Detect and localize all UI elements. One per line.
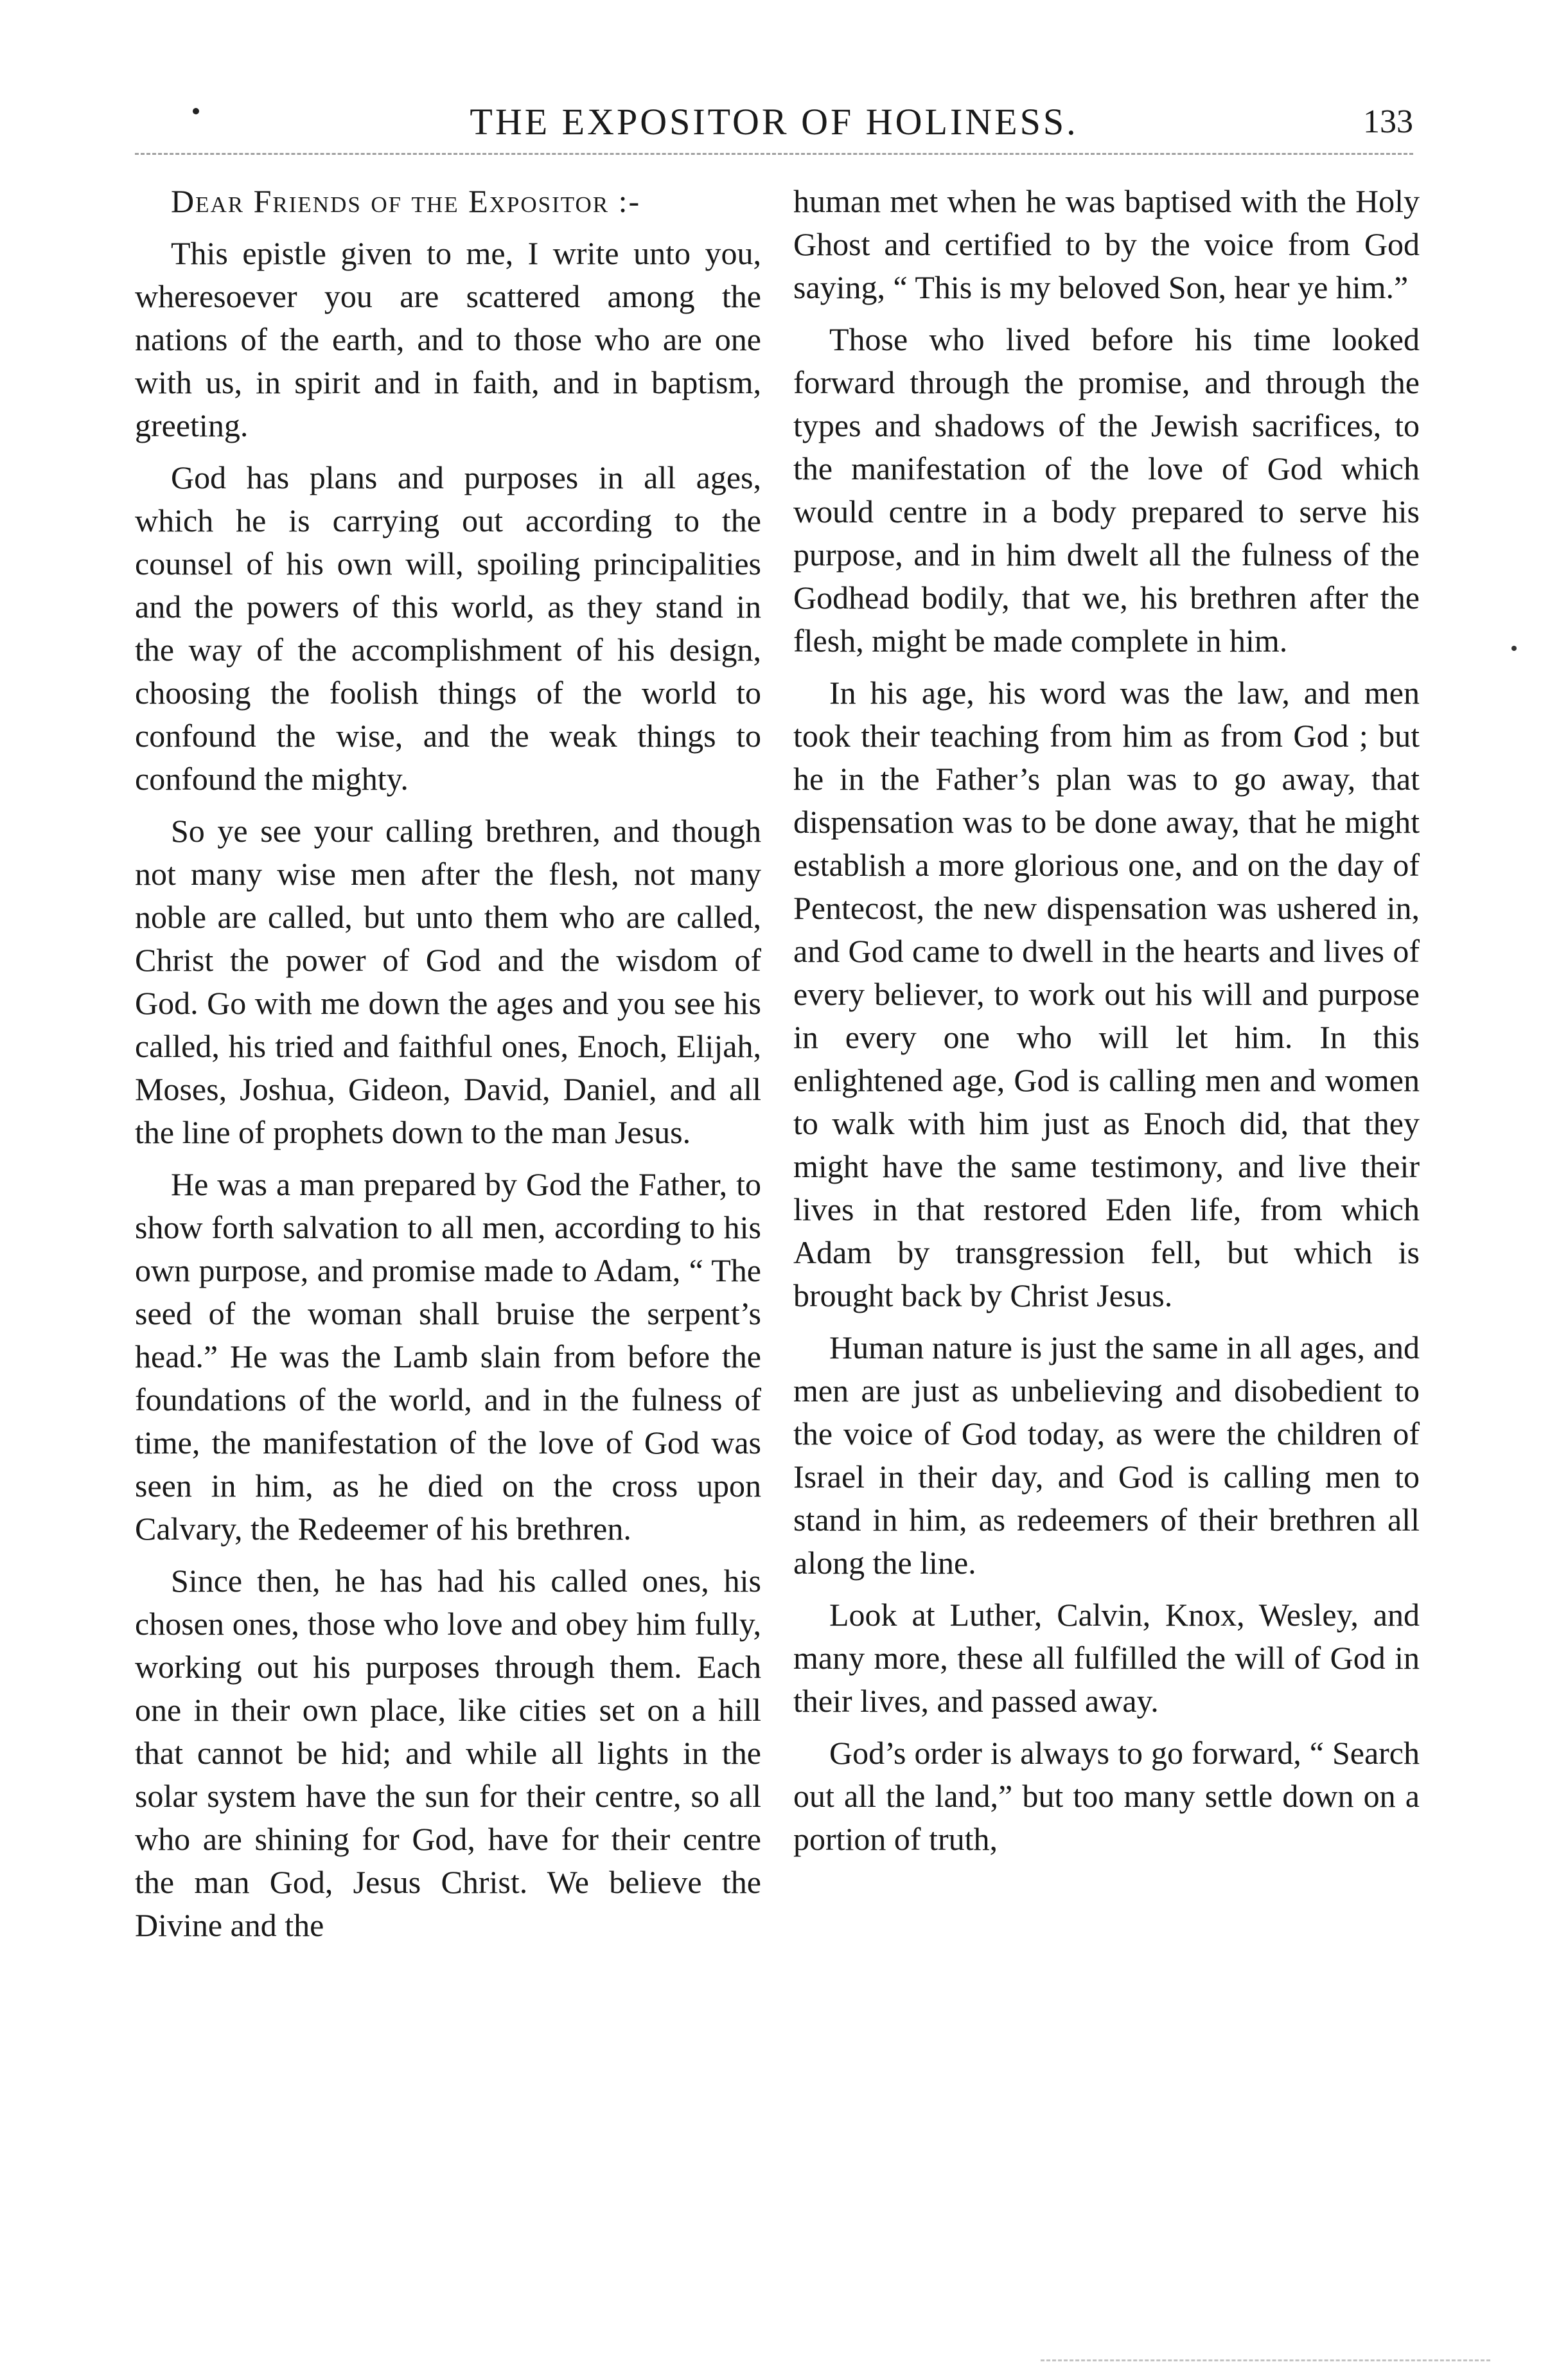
right-column: [793, 180, 1420, 1870]
paragraph: Those who lived before his time looked forward through the promise, and through the types and shadows of the Jewish sacrifices, to the manifestation of the love of God which would centre in a body prepared to serve his purpose, and in him dwelt all the fulness of the Godhead bodily, that we, his brethren after the flesh, might be made complete in him.: [793, 321, 1420, 659]
paragraph: In his age, his word was the law, and men took their teaching from him as from God ; but he in the Father’s plan was to go away, that dispensation was to be done away, that he might establish a more glorious one, and on the day of Pentecost, the new dispensation was ushered in, and God came to dwell in the hearts and lives of every believer, to work out his will and purpose in every one who will let him. In this enlightened age, God is calling men and women to walk with him just as Enoch did, that they might have the same testimony, and live their lives in that restored Eden life, from which Adam by transgression fell, but which is brought back by Christ Jesus.: [793, 675, 1420, 1313]
footer-print-noise: [1041, 2359, 1490, 2361]
paragraph: Human nature is just the same in all ages, and men are just as unbelieving and disobedient to the voice of God today, as were the children of Israel in their day, and God is calling men to stand in him, as redeemers of their brethren all along the line.: [793, 1329, 1420, 1581]
print-speck: [1511, 646, 1517, 651]
paragraph: God’s order is always to go forward, “ Search out all the land,” but too many settle down on a portion of truth,: [793, 1735, 1420, 1857]
paragraph: Look at Luther, Calvin, Knox, Wesley, and many more, these all fulfilled the will of God in their lives, and passed away.: [793, 1597, 1420, 1719]
header-rule: [135, 153, 1413, 155]
journal-title: THE EXPOSITOR OF HOLINESS.: [470, 101, 1079, 143]
paragraph: This epistle given to me, I write unto you, wheresoever you are scattered among the nations of the earth, and to those who are one with us, in spirit and in faith, and in baptism, greeting.: [135, 235, 761, 443]
paragraph: God has plans and purposes in all ages, which he is carrying out according to the counsel of his own will, spoiling principalities and the powers of this world, as they stand in the way of the accomplishment of his design, choosing the foolish things of the world to confound the wise, and the weak things to confound the mighty.: [135, 459, 761, 797]
paragraph: Since then, he has had his called ones, his chosen ones, those who love and obey him fully, working out his purposes through them. Each one in their own place, like cities set on a hill that cannot be hid; and while all lights in the solar system have the sun for their centre, so all who are shining for God, have for their centre the man God, Jesus Christ. We believe the Divine and the: [135, 1563, 761, 1943]
left-column: [135, 180, 761, 1956]
page-number: 133: [1363, 103, 1413, 140]
continued-paragraph: human met when he was baptised with the Holy Ghost and certified to by the voice from God saying, “ This is my beloved Son, hear ye him.”: [793, 183, 1420, 305]
paragraph: So ye see your calling brethren, and though not many wise men after the flesh, not many noble are called, but unto them who are called, Christ the power of God and the wisdom of God. Go with me down the ages and you see his called, his tried and faithful ones, Enoch, Elijah, Moses, Joshua, Gideon, David, Daniel, and all the line of prophets down to the man Jesus.: [135, 813, 761, 1150]
paragraph: He was a man prepared by God the Father, to show forth salvation to all men, according to his own purpose, and promise made to Adam, “ The seed of the woman shall bruise the serpent’s head.” He was the Lamb slain from before the foundations of the world, and in the fulness of time, the manifestation of the love of God was seen in him, as he died on the cross upon Calvary, the Redeemer of his brethren.: [135, 1166, 761, 1547]
running-header: [135, 96, 1413, 148]
salutation: Dear Friends of the Expositor :-: [171, 183, 641, 219]
